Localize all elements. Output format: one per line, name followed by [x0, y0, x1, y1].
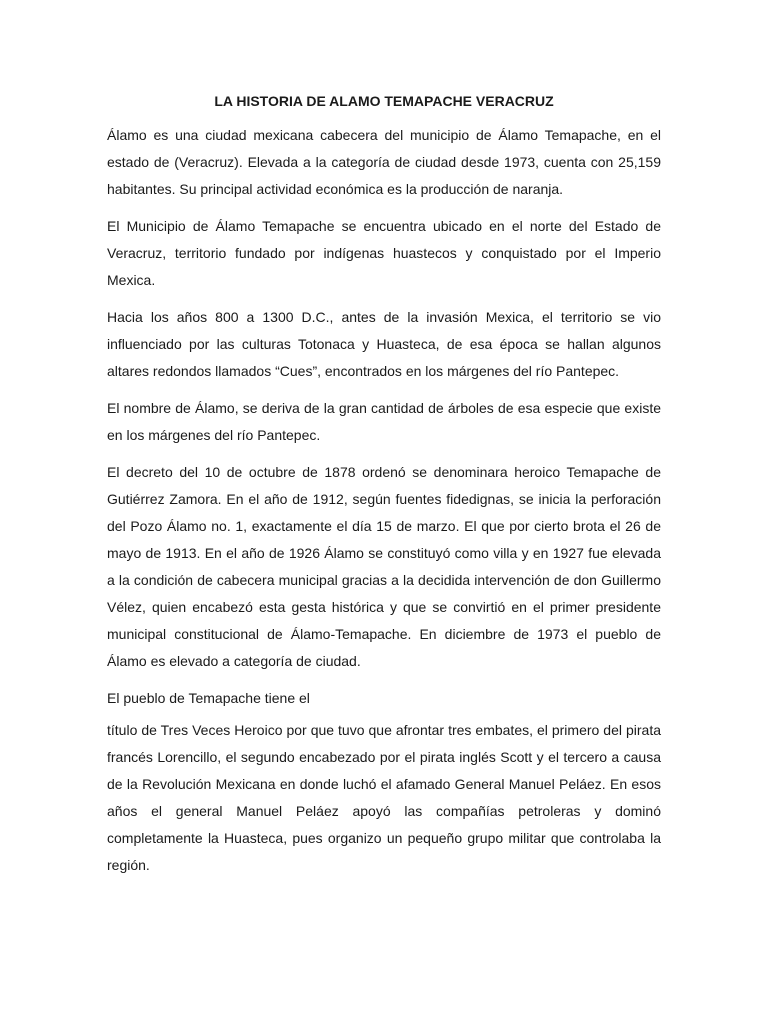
paragraph-intro: Álamo es una ciudad mexicana cabecera del municipio de Álamo Temapache, en el estado de (Veracruz). Elevada a la categoría de ciudad desde 1973, cuenta con 25,159 habitantes. Su principal actividad económica es la producción de naranja.	[107, 127, 661, 197]
paragraph-location: El Municipio de Álamo Temapache se encuentra ubicado en el norte del Estado de Veracruz, territorio fundado por indígenas huastecos y conquistado por el Imperio Mexica.	[107, 218, 661, 288]
paragraph-temapache-intro: El pueblo de Temapache tiene el	[107, 690, 310, 706]
document-title: LA HISTORIA DE ALAMO TEMAPACHE VERACRUZ	[214, 93, 554, 109]
paragraph-name-origin: El nombre de Álamo, se deriva de la gran cantidad de árboles de esa especie que existe en los márgenes del río Pantepec.	[107, 400, 661, 443]
paragraph-pre-hispanic: Hacia los años 800 a 1300 D.C., antes de la invasión Mexica, el territorio se vio influenciado por las culturas Totonaca y Huasteca, de esa época se hallan algunos altares redondos llamados “Cues”, encontrados en los márgenes del río Pantepec.	[107, 309, 661, 379]
paragraph-three-times-heroic: título de Tres Veces Heroico por que tuvo que afrontar tres embates, el primero del pirata francés Lorencillo, el segundo encabezado por el pirata inglés Scott y el tercero a causa de la Revolución Mexicana en donde luchó el afamado General Manuel Peláez. En esos años el general Manuel Peláez apoyó las compañías petroleras y dominó completamente la Huasteca, pues organizo un pequeño grupo militar que controlaba la región.	[107, 722, 661, 873]
paragraph-decree-history: El decreto del 10 de octubre de 1878 ordenó se denominara heroico Temapache de Gutiérrez Zamora. En el año de 1912, según fuentes fidedignas, se inicia la perforación del Pozo Álamo no. 1, exactamente el día 15 de marzo. El que por cierto brota el 26 de mayo de 1913. En el año de 1926 Álamo se constituyó como villa y en 1927 fue elevada a la condición de cabecera municipal gracias a la decidida intervención de don Guillermo Vélez, quien encabezó esta gesta histórica y que se convirtió en el primer presidente municipal constitucional de Álamo-Temapache. En diciembre de 1973 el pueblo de Álamo es elevado a categoría de ciudad.	[107, 464, 661, 669]
document-body	[107, 122, 661, 889]
